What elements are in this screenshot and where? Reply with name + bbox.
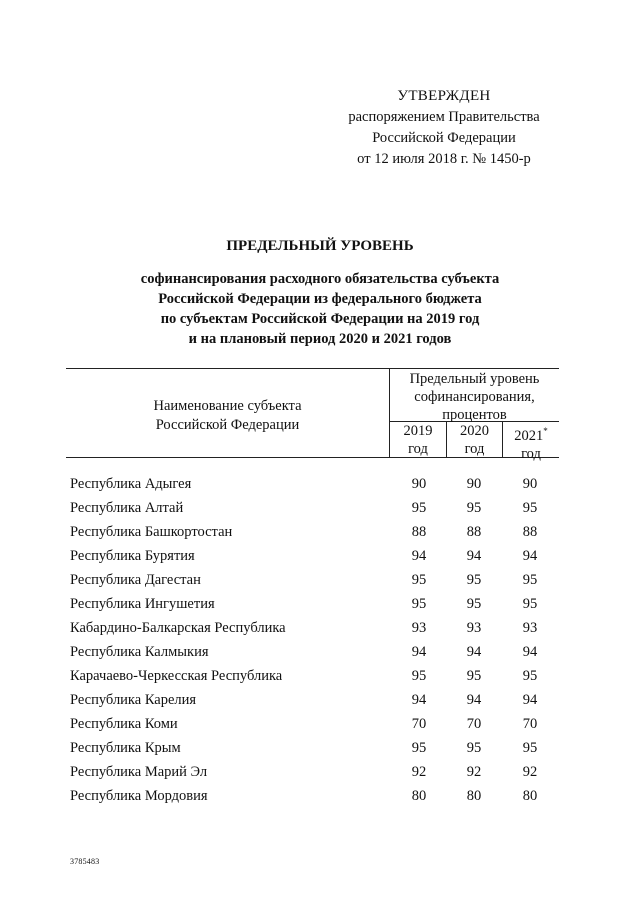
value-2021: 95 [522,668,538,684]
value-2020: 95 [466,572,482,588]
value-2020: 88 [466,524,482,540]
year-label: 2019 [403,423,433,439]
value-2020: 94 [466,692,482,708]
value-2019: 95 [411,740,427,756]
value-2019: 95 [411,572,427,588]
document-subtitle-line-1: софинансирования расходного обязательства субъекта [140,271,500,287]
table-row [70,544,570,568]
approval-line-1: распоряжением Правительства [348,109,540,125]
header-level-line-3: процентов [442,407,507,423]
table-row [70,688,570,712]
value-2020: 80 [466,788,482,804]
value-2019: 94 [411,692,427,708]
year-label: 2020 [460,423,489,439]
approval-line-2: Российской Федерации [372,130,516,146]
subject-name: Карачаево-Черкесская Республика [70,668,283,684]
subject-name: Республика Марий Эл [70,764,208,780]
header-level-line-1: Предельный уровень [409,371,540,387]
subject-name: Республика Ингушетия [70,596,215,612]
value-2020: 70 [466,716,482,732]
value-2020: 93 [466,620,482,636]
table-row [70,760,570,784]
value-2019: 94 [411,644,427,660]
value-2020: 95 [466,500,482,516]
document-subtitle-line-3: по субъектам Российской Федерации на 2019 год [160,311,480,327]
value-2019: 90 [411,476,427,492]
subject-name: Республика Калмыкия [70,644,209,660]
value-2021: 92 [522,764,538,780]
value-2021: 94 [522,644,538,660]
approval-line-3: от 12 июля 2018 г. № 1450-р [357,151,531,167]
value-2019: 80 [411,788,427,804]
header-subject-line-1: Наименование субъекта [153,398,302,414]
header-year-2021 [503,422,559,463]
subject-name: Республика Карелия [70,692,197,708]
value-2019: 70 [411,716,427,732]
subject-name: Республика Бурятия [70,548,195,564]
approval-title: УТВЕРЖДЕН [397,88,491,104]
value-2020: 94 [466,644,482,660]
value-2021: 88 [522,524,538,540]
header-subject-line-2: Российской Федерации [155,417,300,433]
value-2019: 94 [411,548,427,564]
value-2021: 80 [522,788,538,804]
header-level-line-2: софинансирования, [414,389,535,405]
year-unit: год [521,446,541,462]
header-subject-column [66,397,389,435]
header-level-column [390,370,559,424]
table-row [70,592,570,616]
table-row [70,616,570,640]
subject-name: Республика Адыгея [70,476,192,492]
value-2020: 94 [466,548,482,564]
value-2019: 93 [411,620,427,636]
table-row [70,736,570,760]
approval-block [330,86,558,170]
value-2021: 93 [522,620,538,636]
header-year-2019 [390,422,446,458]
subject-name: Республика Крым [70,740,181,756]
subject-name: Республика Дагестан [70,572,201,588]
value-2021: 94 [522,692,538,708]
year-unit: год [464,441,485,457]
table-row [70,472,570,496]
value-2020: 95 [466,668,482,684]
value-2021: 90 [522,476,538,492]
table-row [70,784,570,808]
value-2020: 95 [466,740,482,756]
table-row [70,712,570,736]
value-2019: 95 [411,596,427,612]
value-2021: 95 [522,740,538,756]
subject-name: Республика Алтай [70,500,184,516]
value-2021: 95 [522,596,538,612]
document-title: ПРЕДЕЛЬНЫЙ УРОВЕНЬ [226,238,414,254]
value-2021: 94 [522,548,538,564]
document-subtitle-line-2: Российской Федерации из федерального бюджета [158,291,482,307]
year-label [503,422,559,445]
value-2021: 70 [522,716,538,732]
subject-name: Республика Коми [70,716,178,732]
subject-name: Республика Башкортостан [70,524,233,540]
value-2021: 95 [522,572,538,588]
value-2020: 90 [466,476,482,492]
document-subtitle-line-4: и на плановый период 2020 и 2021 годов [188,331,452,347]
table-row [70,664,570,688]
table-top-border [66,368,559,369]
value-2019: 92 [411,764,427,780]
table-row [70,640,570,664]
value-2021: 95 [522,500,538,516]
document-heading [60,236,580,349]
table-row [70,568,570,592]
subject-name: Республика Мордовия [70,788,208,804]
header-year-2020 [447,422,502,458]
document-id: 3785483 [70,857,100,866]
value-2019: 95 [411,668,427,684]
value-2020: 95 [466,596,482,612]
footnote-marker: * [543,426,548,436]
value-2020: 92 [466,764,482,780]
value-2019: 95 [411,500,427,516]
year-unit: год [408,441,428,457]
table-body [70,472,570,808]
subject-name: Кабардино-Балкарская Республика [70,620,286,636]
table-row [70,496,570,520]
value-2019: 88 [411,524,427,540]
table-row [70,520,570,544]
year-value: 2021 [514,428,544,444]
